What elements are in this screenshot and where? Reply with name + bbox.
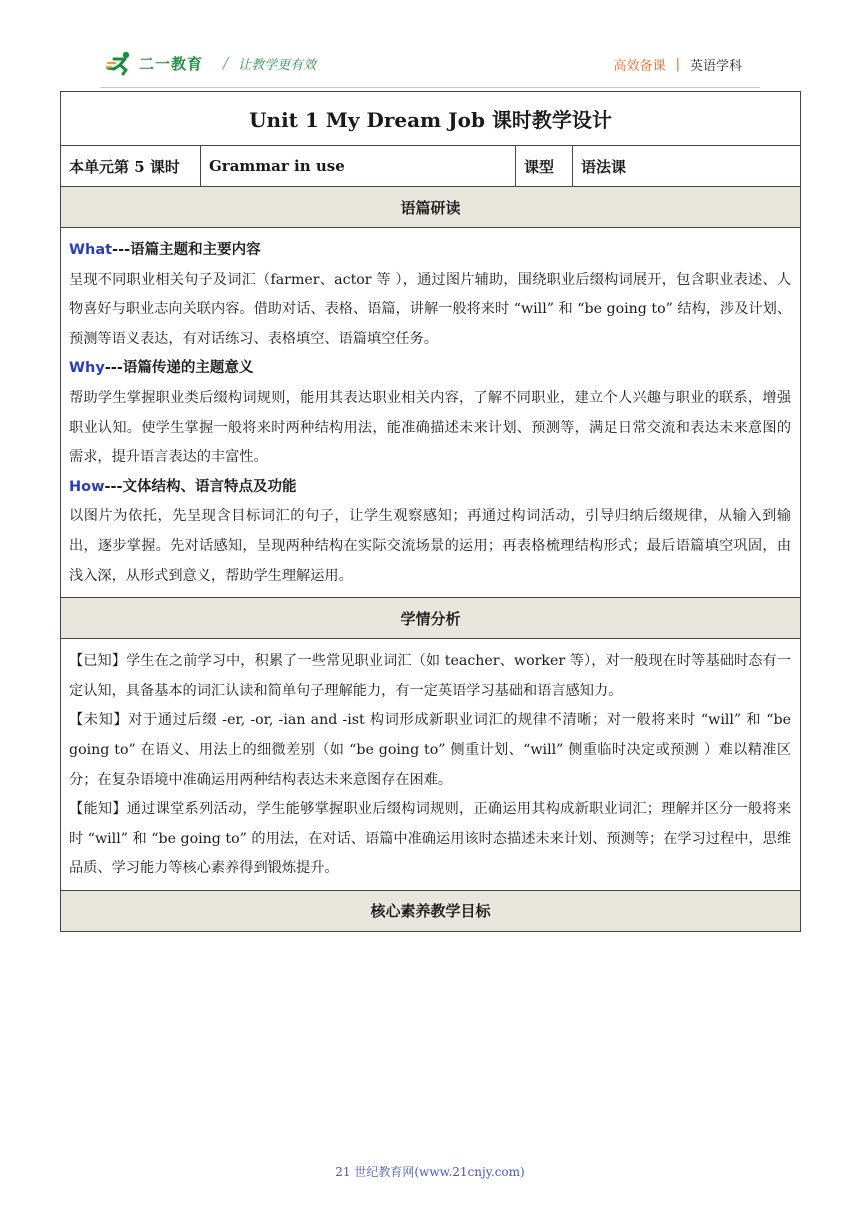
why-heading <box>69 354 791 384</box>
lesson-number: 本单元第 5 课时 <box>61 146 201 187</box>
section-heading-analysis: 学情分析 <box>61 598 801 639</box>
why-subtitle: ---语篇传递的主题意义 <box>104 360 254 377</box>
lesson-topic: Grammar in use <box>201 146 516 187</box>
why-keyword: Why <box>69 360 105 377</box>
how-keyword: How <box>69 478 105 495</box>
unknown-paragraph: 【未知】对于通过后缀 -er, -or, -ian and -ist 构词形成新职业词汇的规律不清晰；对一般将来时 “will” 和 “be going to” 在语义、用法上的细微差别（如 “be going to” 侧重计划、“will” 侧重临时决定或预测 ）难以精准区分；在复杂语境中准确运用两种结构表达未来意图存在困难。 <box>69 712 792 788</box>
analysis-section-body <box>61 639 801 891</box>
page-footer[interactable]: 21 世纪教育网(www.21cnjy.com) <box>335 1165 525 1179</box>
lesson-plan-table <box>60 91 801 932</box>
header-separator: | <box>675 57 680 72</box>
header-right <box>614 55 742 74</box>
section-heading-reading: 语篇研读 <box>61 187 801 228</box>
section-heading-goals: 核心素养教学目标 <box>61 890 801 931</box>
header-tag-prep[interactable]: 高效备课 <box>613 59 666 74</box>
what-keyword: What <box>69 242 113 258</box>
lesson-type-label: 课型 <box>516 146 573 187</box>
why-paragraph: 帮助学生掌握职业类后缀构词规则，能用其表达职业相关内容，了解不同职业，建立个人兴趣与职业的联系，增强职业认知。使学生掌握一般将来时两种结构用法，能准确描述未来计划、预测等，满足日常交流和表达未来意图的需求，提升语言表达的丰富性。 <box>69 389 792 466</box>
header-subject[interactable]: 英语学科 <box>689 59 742 74</box>
what-heading <box>69 236 791 266</box>
how-subtitle: ---文体结构、语言特点及功能 <box>104 478 297 495</box>
what-subtitle: ---语篇主题和主要内容 <box>112 242 261 258</box>
header-divider <box>100 87 760 88</box>
logo-text: 二一教育 <box>139 54 204 73</box>
lesson-type-value: 语法课 <box>573 146 801 187</box>
document-title: Unit 1 My Dream Job 课时教学设计 <box>61 92 801 146</box>
how-heading <box>69 473 791 503</box>
able-paragraph: 【能知】通过课堂系列活动，学生能够掌握职业后缀构词规则，正确运用其构成新职业词汇；理解并区分一般将来时 “will” 和 “be going to” 的用法，在对话、语篇中准确运用该时态描述未来计划、预测等；在学习过程中，思维品质、学习能力等核心素养得到锻炼提升。 <box>69 801 792 877</box>
header-slogan: 让教学更有效 <box>238 57 317 73</box>
header-slash: / <box>223 54 229 72</box>
how-paragraph: 以图片为依托，先呈现含目标词汇的句子，让学生观察感知；再通过构词活动，引导归纳后缀规律，从输入到输出，逐步掌握。先对话感知，呈现两种结构在实际交流场景的运用；再表格梳理结构形式；最后语篇填空巩固，由浅入深，从形式到意义，帮助学生理解运用。 <box>69 508 792 584</box>
reading-section-body <box>61 228 801 598</box>
page-header <box>0 0 860 90</box>
runner-logo-icon <box>106 50 136 76</box>
what-paragraph: 呈现不同职业相关句子及词汇（farmer、actor 等 ），通过图片辅助，围绕职业后缀构词展开，包含职业表述、人物喜好与职业志向关联内容。借助对话、表格、语篇，讲解一般将来时 “will” 和 “be going to” 结构，涉及计划、预测等语义表达，有对话练习、表格填空、语篇填空任务。 <box>69 271 792 347</box>
brand-logo[interactable] <box>106 50 316 76</box>
known-paragraph: 【已知】学生在之前学习中，积累了一些常见职业词汇（如 teacher、worker 等），对一般现在时等基础时态有一定认知，具备基本的词汇认读和简单句子理解能力，有一定英语学习基础和语言感知力。 <box>69 653 792 699</box>
